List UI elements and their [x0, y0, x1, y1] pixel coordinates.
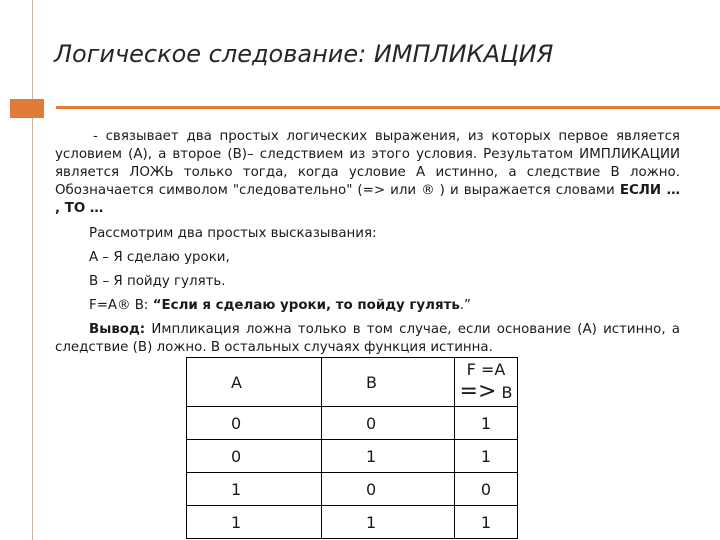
cell-f: 0 [455, 473, 518, 506]
definition-paragraph [55, 128, 680, 218]
table-row [187, 440, 518, 473]
formula-statement: “Если я сделаю уроки, то пойду гулять [152, 298, 460, 313]
statement-b: В – Я пойду гулять. [89, 274, 226, 289]
formula-suffix: .” [459, 298, 471, 313]
cell-a: 0 [187, 407, 322, 440]
consider-line: Рассмотрим два простых высказывания: [89, 226, 377, 241]
table-row [187, 407, 518, 440]
cell-f: 1 [455, 440, 518, 473]
cell-a: 1 [187, 473, 322, 506]
header-a: A [187, 358, 322, 407]
cell-f: 1 [455, 407, 518, 440]
definition-keywords: ЕСЛИ … , ТО … [55, 183, 681, 216]
header-f [455, 358, 518, 407]
cell-b: 0 [322, 473, 455, 506]
conclusion-paragraph [55, 321, 680, 357]
formula-prefix: F=A® B: [89, 298, 153, 313]
cell-a: 1 [187, 506, 322, 539]
cell-b: 1 [322, 440, 455, 473]
formula-line [55, 297, 680, 315]
statement-a: А – Я сделаю уроки, [89, 250, 230, 265]
header-b: B [322, 358, 455, 407]
conclusion-text: Импликация ложна только в том случае, если основание (А) истинно, а следствие (В) ложно. В остальных случаях функция истинна. [55, 322, 680, 355]
cell-b: 0 [322, 407, 455, 440]
header-f-suffix: B [496, 383, 513, 402]
header-f-prefix: F =A [466, 360, 506, 379]
cell-a: 0 [187, 440, 322, 473]
table-row [187, 473, 518, 506]
left-margin-rule [32, 0, 33, 540]
title-underline-bar [56, 106, 720, 109]
truth-table [186, 357, 518, 539]
implication-arrow: => [459, 379, 497, 404]
table-row [187, 506, 518, 539]
slide-body [55, 128, 680, 357]
definition-text: - связывает два простых логических выражения, из которых первое является условием (А), а второе (В)– следствием из этого условия. Результатом ИМПЛИКАЦИИ является ЛОЖЬ только тогда, когда условие А истинно, а следствие В ложно. Обозначается символом "следовательно" (=> или ® ) и выражается словами [55, 129, 680, 198]
conclusion-label: Вывод: [89, 322, 146, 337]
table-header-row [187, 358, 518, 407]
slide-title: Логическое следование: ИМПЛИКАЦИЯ [54, 40, 554, 68]
cell-b: 1 [322, 506, 455, 539]
accent-square [10, 99, 44, 118]
cell-f: 1 [455, 506, 518, 539]
